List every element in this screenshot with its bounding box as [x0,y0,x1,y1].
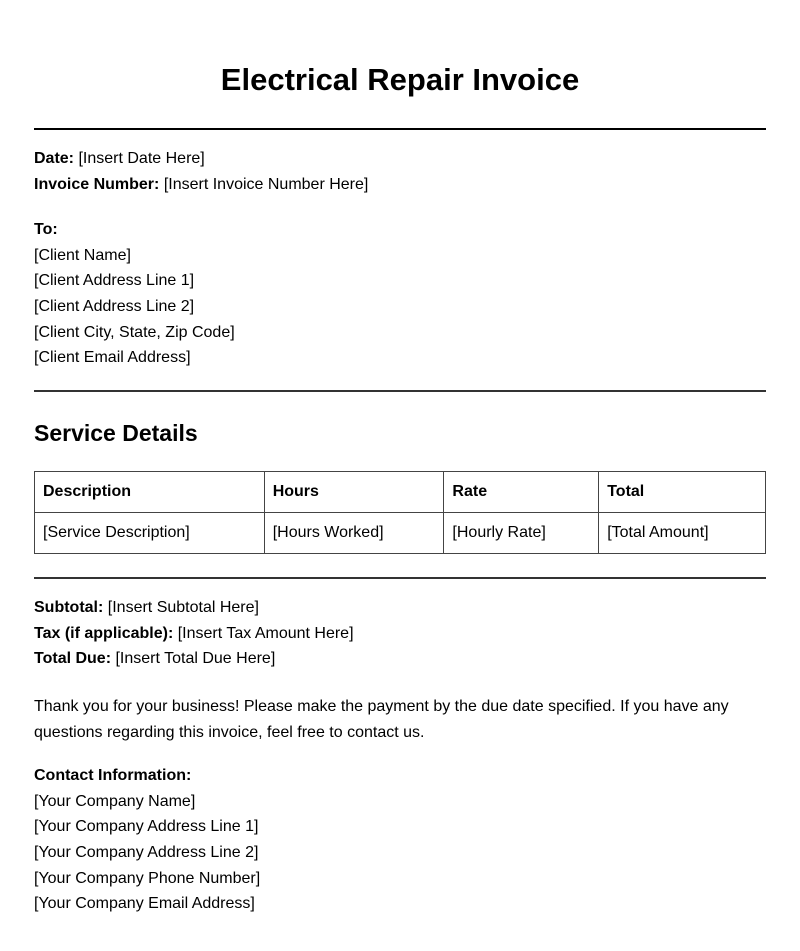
total-due-label: Total Due: [34,650,112,667]
client-address-2: [Client Address Line 2] [34,298,195,315]
client-name: [Client Name] [34,247,131,264]
client-divider [34,390,766,392]
company-email: [Your Company Email Address] [34,895,255,912]
invoice-number-label: Invoice Number: [34,176,160,193]
total-due-line [34,649,275,669]
tax-value: [Insert Tax Amount Here] [177,625,354,642]
client-city-state-zip: [Client City, State, Zip Code] [34,324,235,341]
header-rate: Rate [444,472,599,513]
table-row [35,513,766,554]
cell-description: [Service Description] [35,513,265,554]
cell-rate: [Hourly Rate] [444,513,599,554]
invoice-title: Electrical Repair Invoice [220,62,580,97]
service-table-header [35,472,766,513]
company-name: [Your Company Name] [34,793,196,810]
service-divider [34,577,766,579]
cell-total: [Total Amount] [599,513,766,554]
service-table [34,471,766,554]
client-email: [Client Email Address] [34,349,191,366]
date-line [34,149,205,169]
header-hours: Hours [264,472,444,513]
subtotal-label: Subtotal: [34,599,104,616]
title-divider [34,128,766,130]
company-address-2: [Your Company Address Line 2] [34,844,259,861]
subtotal-value: [Insert Subtotal Here] [107,599,259,616]
total-due-value: [Insert Total Due Here] [115,650,276,667]
client-address-1: [Client Address Line 1] [34,272,195,289]
cell-hours: [Hours Worked] [264,513,444,554]
tax-label: Tax (if applicable): [34,625,174,642]
thank-you-message: Thank you for your business! Please make the payment by the due date specified. If you have any questions regarding this invoice, feel free to contact us. [34,698,729,741]
to-label: To: [34,221,58,238]
contact-label: Contact Information: [34,767,192,784]
invoice-number-line [34,175,368,195]
company-phone: [Your Company Phone Number] [34,870,261,887]
invoice-number-value: [Insert Invoice Number Here] [163,176,369,193]
date-value: [Insert Date Here] [78,150,205,167]
company-address-1: [Your Company Address Line 1] [34,818,259,835]
date-label: Date: [34,150,75,167]
header-description: Description [35,472,265,513]
subtotal-line [34,598,259,618]
header-total: Total [599,472,766,513]
service-details-heading: Service Details [34,420,198,446]
tax-line [34,624,354,644]
